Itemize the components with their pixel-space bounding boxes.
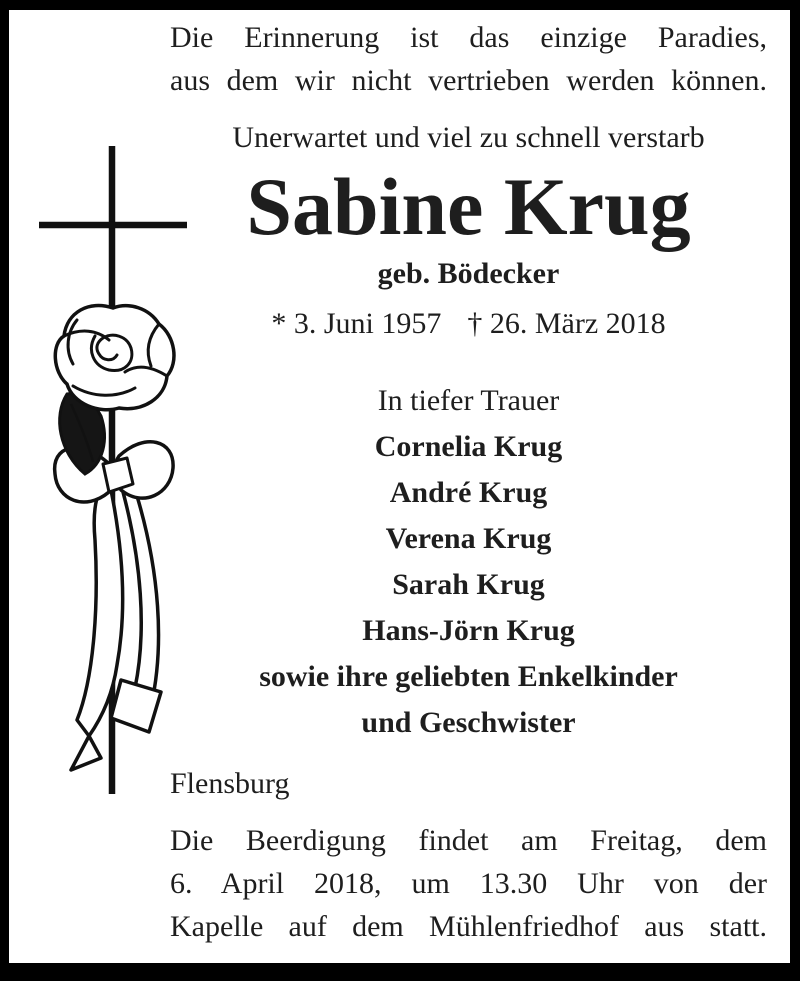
burial-line-1: Die Beerdigung findet am Freitag, dem xyxy=(170,824,767,857)
city-line: Flensburg xyxy=(170,767,290,800)
burial-notice xyxy=(170,819,767,948)
death-date: † 26. März 2018 xyxy=(467,307,666,340)
life-dates xyxy=(170,307,767,341)
mourning-block xyxy=(170,378,767,746)
mourning-closing-line-1: sowie ihre geliebten Enkelkinder xyxy=(259,660,678,693)
ribbon-icon xyxy=(55,442,173,770)
mourner-name: Cornelia Krug xyxy=(374,430,563,463)
mourning-closing-line-2: und Geschwister xyxy=(361,706,576,739)
burial-line-2: 6. April 2018, um 13.30 Uhr von der xyxy=(170,867,767,900)
mourner-name: André Krug xyxy=(389,476,548,509)
deceased-name: Sabine Krug xyxy=(246,161,691,252)
quote-line-1: Die Erinnerung ist das einzige Paradies, xyxy=(170,21,767,54)
memorial-quote xyxy=(170,16,767,102)
intro-line: Unerwartet und viel zu schnell verstarb xyxy=(232,121,705,154)
mourner-name: Sarah Krug xyxy=(392,568,545,601)
mourner-name: Hans-Jörn Krug xyxy=(362,614,575,647)
cross-rose-illustration xyxy=(37,140,189,800)
maiden-name: geb. Bödecker xyxy=(377,257,560,290)
birth-date: * 3. Juni 1957 xyxy=(271,307,442,340)
mourner-name: Verena Krug xyxy=(385,522,552,555)
burial-line-3: Kapelle auf dem Mühlenfriedhof aus statt. xyxy=(170,910,767,943)
mourning-lead: In tiefer Trauer xyxy=(377,384,560,417)
quote-line-2: aus dem wir nicht vertrieben werden können. xyxy=(170,64,767,97)
